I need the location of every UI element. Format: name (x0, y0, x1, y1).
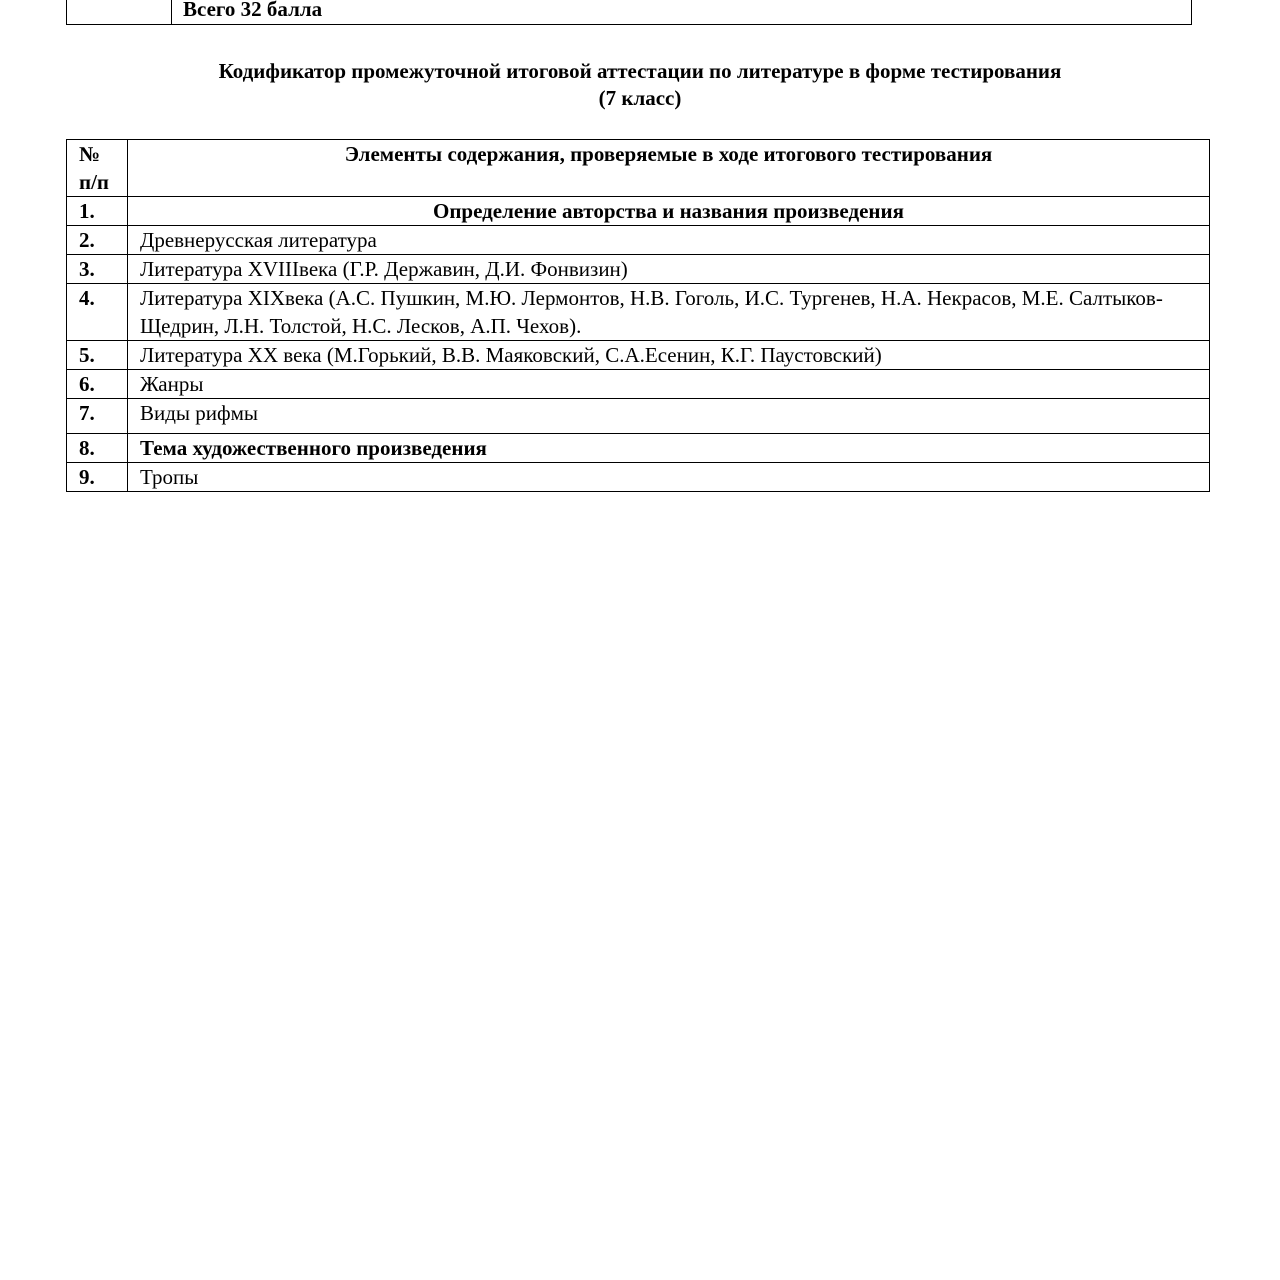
table-row (67, 284, 1210, 341)
table-header-row (67, 140, 1210, 197)
header-number-line-1: № (79, 142, 101, 166)
table-row (67, 197, 1210, 226)
row-content: Жанры (128, 370, 1210, 399)
row-number: 9. (67, 463, 128, 492)
row-number: 2. (67, 226, 128, 255)
table-row (67, 463, 1210, 492)
previous-table-fragment (66, 0, 1192, 25)
title-line-2: (7 класс) (598, 86, 682, 110)
table-row (67, 255, 1210, 284)
row-number: 7. (67, 399, 128, 434)
table-row (67, 434, 1210, 463)
header-number-cell (67, 140, 128, 197)
row-number: 5. (67, 341, 128, 370)
row-number: 3. (67, 255, 128, 284)
table-row (67, 226, 1210, 255)
table-row (67, 341, 1210, 370)
table-row (67, 370, 1210, 399)
row-content: Определение авторства и названия произведения (128, 197, 1210, 226)
table-row (67, 399, 1210, 434)
total-points-label: Всего 32 балла (183, 0, 323, 21)
row-number: 1. (67, 197, 128, 226)
row-content: Литература XIXвека (А.С. Пушкин, М.Ю. Лермонтов, Н.В. Гоголь, И.С. Тургенев, Н.А. Некрасов, М.Е. Салтыков-Щедрин, Л.Н. Толстой, Н.С. Лесков, А.П. Чехов). (128, 284, 1210, 341)
header-content-cell: Элементы содержания, проверяемые в ходе итогового тестирования (128, 140, 1210, 197)
document-title (0, 58, 1280, 112)
previous-table-divider (171, 0, 172, 24)
codifier-table (66, 139, 1210, 492)
row-content: Виды рифмы (128, 399, 1210, 434)
row-number: 8. (67, 434, 128, 463)
row-content: Тропы (128, 463, 1210, 492)
row-number: 4. (67, 284, 128, 341)
row-content: Древнерусская литература (128, 226, 1210, 255)
row-content: Тема художественного произведения (128, 434, 1210, 463)
row-content: Литература XVIIIвека (Г.Р. Державин, Д.И. Фонвизин) (128, 255, 1210, 284)
row-number: 6. (67, 370, 128, 399)
header-number-line-2: п/п (79, 170, 110, 194)
row-content: Литература XX века (М.Горький, В.В. Маяковский, С.А.Есенин, К.Г. Паустовский) (128, 341, 1210, 370)
title-line-1: Кодификатор промежуточной итоговой аттестации по литературе в форме тестирования (218, 59, 1062, 83)
